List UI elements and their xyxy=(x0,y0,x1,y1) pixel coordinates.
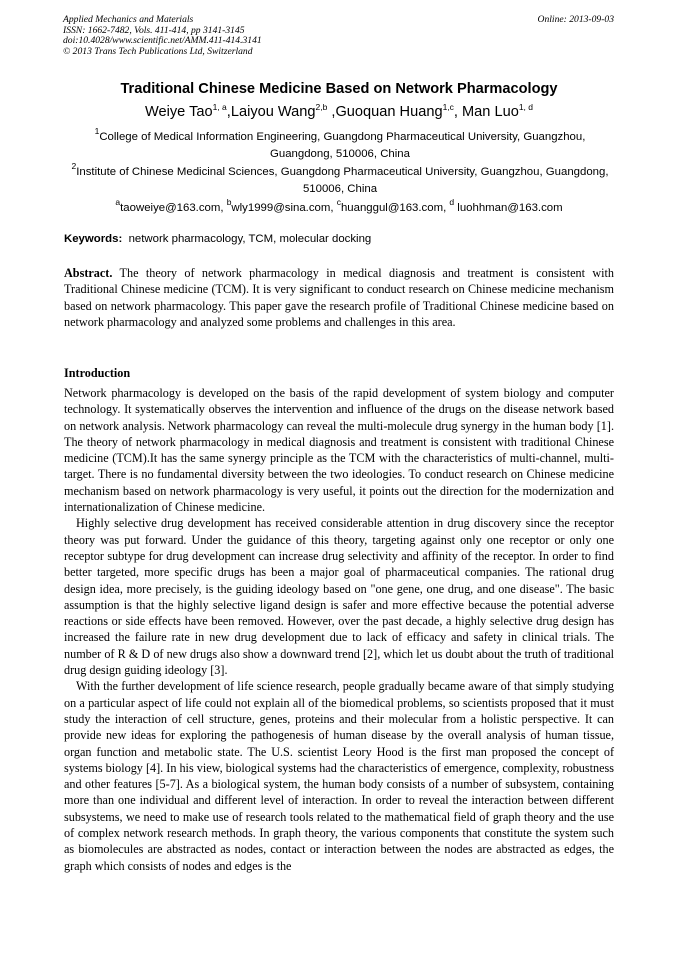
author-separator: , xyxy=(226,104,231,120)
author-separator: , xyxy=(453,104,463,120)
section-heading-introduction: Introduction xyxy=(64,366,131,380)
author-affil-mark: 1, d xyxy=(518,102,533,112)
email-mark: a xyxy=(115,197,121,207)
paper-title: Traditional Chinese Medicine Based on Network Pharmacology xyxy=(120,81,558,97)
author-affil-mark: 2,b xyxy=(315,102,328,112)
journal-name: Applied Mechanics and Materials xyxy=(63,14,194,25)
email-address[interactable]: wly1999@sina.com, xyxy=(231,202,337,214)
affiliation-1 xyxy=(64,126,616,162)
online-date: Online: 2013-09-03 xyxy=(537,14,614,25)
abstract-text: The theory of network pharmacology in medical diagnosis and treatment is consistent with Traditional Chinese medicine (TCM). It is very significant to conduct research on Chinese medicine mechanism based on network pharmacology. This paper gave the research profile of Traditional Chinese medicine based on network pharmacology and analyzed some problems and challenges in this area. xyxy=(64,266,614,329)
keywords-line xyxy=(64,231,616,247)
email-address[interactable]: luohhman@163.com xyxy=(454,202,563,214)
journal-issn: ISSN: 1662-7482, Vols. 411-414, pp 3141-3145 xyxy=(63,24,245,36)
affiliation-mark: 2 xyxy=(71,161,77,171)
affiliation-text: College of Medical Information Engineering, Guangdong Pharmaceutical University, Guangzhou, Guangdong, 510006, China xyxy=(99,131,586,160)
author-emails xyxy=(40,197,638,216)
introduction-body xyxy=(64,385,614,874)
affiliation-text: Institute of Chinese Medicinal Sciences, Guangdong Pharmaceutical University, Guangzhou, Guangdong, 510006, China xyxy=(76,166,609,195)
journal-doi: doi:10.4028/www.scientific.net/AMM.411-414.3141 xyxy=(63,35,262,47)
author-name: Laiyou Wang xyxy=(230,104,316,120)
email-mark: b xyxy=(226,197,232,207)
paragraph: With the further development of life science research, people gradually became aware of that simply studying on a particular aspect of life could not explain all of the biomedical problems, so scientists proposed that it must study the interaction of cell structure, genes, proteins and their molecular from a holistic perspective. It can provide new ideas for exploring the pathogenesis of human disease by the overall analysis of human tissue, organ function and metabolic state. The U.S. scientist Leory Hood is the first man proposed the concept of systems biology [4]. In his view, biological systems had the characteristics of emergence, complexity, robustness and other features [5-7]. As a biological system, the human body consists of a number of subsystem, containing more than one individual and different level of interaction. In order to reveal the interaction between different subsystems, we need to make use of research tools related to the mathematical field of graph theory and the use of complex network research methods. In graph theory, the various components that constitute the system such as biomolecules are abstracted as nodes, contact or interaction between the nodes are abstracted as edges, the graph which consists of nodes and edges is the xyxy=(64,679,614,873)
author-affil-mark: 1,c xyxy=(442,102,454,112)
affiliation-mark: 1 xyxy=(94,126,100,136)
author-affil-mark: 1, a xyxy=(212,102,227,112)
author-name: Man Luo xyxy=(462,104,519,120)
author-name: Weiye Tao xyxy=(145,104,213,120)
author-separator: , xyxy=(327,104,336,120)
journal-copyright: © 2013 Trans Tech Publications Ltd, Switzerland xyxy=(63,45,253,57)
email-mark: c xyxy=(336,197,341,207)
email-address[interactable]: huanggul@163.com, xyxy=(340,202,450,214)
affiliation-2 xyxy=(64,161,616,197)
abstract-label: Abstract. xyxy=(64,266,113,280)
journal-header xyxy=(63,15,483,57)
email-mark: d xyxy=(449,197,455,207)
paragraph: Highly selective drug development has received considerable attention in drug discovery since the receptor theory was put forward. Under the guidance of this theory, targeting against only one receptor or only one receptor subtype for drug development can increase drug selectivity and affinity of the receptor. In order to find better targeted, more specific drugs has been a major goal of pharmaceutical companies. The rational drug design idea, more precisely, is the guiding ideology based on "one gene, one drug, and one disease". The basic assumption is that the highly selective ligand design is safer and more effective because the potential adverse reactions or side effects have been removed. However, over the past decade, a highly selective drug design has increased the failure rate in new drug development due to lack of efficacy and safety in clinical trials. The number of R & D of new drugs also show a downward trend [2], which let us doubt about the truth of traditional drug design guiding ideology [3]. xyxy=(64,516,614,678)
email-address[interactable]: taoweiye@163.com, xyxy=(120,202,227,214)
author-list xyxy=(40,102,638,122)
abstract xyxy=(64,265,614,330)
author-name: Guoquan Huang xyxy=(335,104,443,120)
keywords-label: Keywords: xyxy=(64,233,123,245)
keywords-text: network pharmacology, TCM, molecular docking xyxy=(128,233,372,245)
paragraph: Network pharmacology is developed on the basis of the rapid development of system biology and computer technology. It systematically observes the intervention and influence of the drugs on the disease network based on network analysis. Network pharmacology can reveal the multi-molecule drug synergy in the human body [1]. The theory of network pharmacology in medical diagnosis and treatment is consistent with traditional Chinese medicine (TCM).It has the same synergy principle as the TCM with the characteristics of multi-channel, multi-target. There is no fundamental diversity between the two ideologies. To conduct research on Chinese medicine mechanism based on network pharmacology is very useful, it points out the direction for the modernization and internationalization of Chinese medicine. xyxy=(64,386,614,515)
